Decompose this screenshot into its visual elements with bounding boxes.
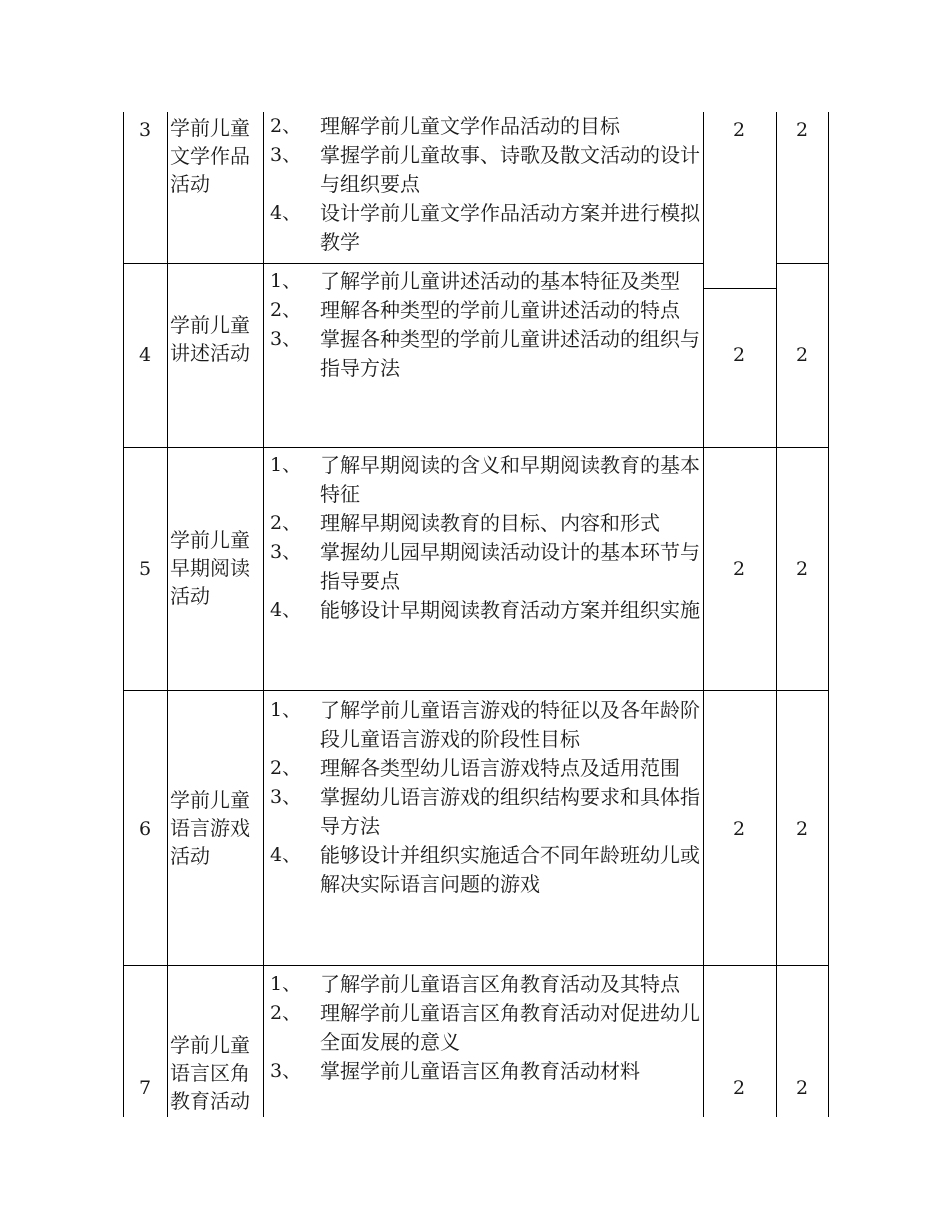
unit-name <box>170 526 264 610</box>
list-item <box>270 696 700 754</box>
objectives-list <box>270 970 700 1086</box>
objectives-list <box>270 112 700 257</box>
row-divider <box>123 447 829 448</box>
item-text: 了解早期阅读的含义和早期阅读教育的基本特征 <box>320 453 700 506</box>
item-number: 2、 <box>270 512 302 534</box>
hours-value: 2 <box>732 818 746 840</box>
list-item <box>270 596 700 625</box>
item-text: 理解学前儿童文学作品活动的目标 <box>320 114 620 138</box>
item-text: 理解学前儿童语言区角教育活动对促进幼儿全面发展的意义 <box>320 1001 700 1054</box>
item-text: 设计学前儿童文学作品活动方案并进行模拟教学 <box>320 201 700 254</box>
item-number: 4、 <box>270 202 302 224</box>
item-text: 掌握学前儿童故事、诗歌及散文活动的设计与组织要点 <box>320 143 700 196</box>
unit-name-line: 学前儿童 <box>170 313 250 337</box>
unit-name-line: 活动 <box>170 844 210 868</box>
hours-value: 2 <box>732 119 746 141</box>
hours-value: 2 <box>732 1077 746 1099</box>
hours-value: 2 <box>732 558 746 580</box>
list-item <box>270 267 700 296</box>
row-divider <box>123 690 829 691</box>
objectives-list <box>270 451 700 625</box>
list-item <box>270 199 700 257</box>
item-text: 了解学前儿童语言游戏的特征以及各年龄阶段儿童语言游戏的阶段性目标 <box>320 698 700 751</box>
unit-name-line: 学前儿童 <box>170 116 250 140</box>
list-item <box>270 783 700 841</box>
hours-value: 2 <box>795 558 809 580</box>
item-number: 2、 <box>270 757 302 779</box>
unit-name-line: 早期阅读 <box>170 556 250 580</box>
list-item <box>270 970 700 999</box>
item-number: 3、 <box>270 786 302 808</box>
list-item <box>270 841 700 899</box>
unit-name <box>170 311 264 367</box>
hours-value: 2 <box>795 1077 809 1099</box>
item-number: 1、 <box>270 699 302 721</box>
list-item <box>270 112 700 141</box>
item-number: 2、 <box>270 299 302 321</box>
item-text: 理解各类型幼儿语言游戏特点及适用范围 <box>320 756 680 780</box>
item-text: 了解学前儿童语言区角教育活动及其特点 <box>320 972 680 996</box>
list-item <box>270 509 700 538</box>
item-number: 2、 <box>270 1002 302 1024</box>
row-divider <box>703 288 777 289</box>
list-item <box>270 325 700 383</box>
item-text: 理解早期阅读教育的目标、内容和形式 <box>320 511 660 535</box>
item-number: 4、 <box>270 599 302 621</box>
hours-value: 2 <box>732 344 746 366</box>
unit-name-line: 语言游戏 <box>170 816 250 840</box>
hours-value: 2 <box>795 344 809 366</box>
unit-name-line: 活动 <box>170 172 210 196</box>
row-number: 4 <box>138 344 152 366</box>
list-item <box>270 754 700 783</box>
unit-name <box>170 114 264 198</box>
list-item <box>270 1057 700 1086</box>
item-number: 3、 <box>270 144 302 166</box>
item-text: 了解学前儿童讲述活动的基本特征及类型 <box>320 269 680 293</box>
item-number: 4、 <box>270 844 302 866</box>
row-number: 7 <box>138 1077 152 1099</box>
list-item <box>270 451 700 509</box>
unit-name <box>170 786 264 870</box>
objectives-list <box>270 267 700 383</box>
list-item <box>270 141 700 199</box>
row-divider <box>123 965 829 966</box>
objectives-list <box>270 696 700 899</box>
list-item <box>270 296 700 325</box>
list-item <box>270 538 700 596</box>
item-number: 1、 <box>270 270 302 292</box>
item-text: 掌握幼儿语言游戏的组织结构要求和具体指导方法 <box>320 785 700 838</box>
item-number: 1、 <box>270 454 302 476</box>
row-divider <box>123 263 704 264</box>
hours-value: 2 <box>795 818 809 840</box>
unit-name-line: 语言区角 <box>170 1061 250 1085</box>
unit-name-line: 活动 <box>170 584 210 608</box>
row-number: 6 <box>138 818 152 840</box>
unit-name <box>170 1031 264 1115</box>
unit-name-line: 学前儿童 <box>170 528 250 552</box>
item-text: 能够设计并组织实施适合不同年龄班幼儿或解决实际语言问题的游戏 <box>320 843 700 896</box>
unit-name-line: 讲述活动 <box>170 341 250 365</box>
item-number: 1、 <box>270 973 302 995</box>
list-item <box>270 999 700 1057</box>
unit-name-line: 教育活动 <box>170 1089 250 1113</box>
item-text: 掌握学前儿童语言区角教育活动材料 <box>320 1059 640 1083</box>
item-number: 3、 <box>270 1060 302 1082</box>
item-text: 掌握各种类型的学前儿童讲述活动的组织与指导方法 <box>320 327 700 380</box>
item-number: 2、 <box>270 115 302 137</box>
row-number: 3 <box>138 119 152 141</box>
hours-value: 2 <box>795 119 809 141</box>
unit-name-line: 学前儿童 <box>170 1033 250 1057</box>
row-divider <box>776 263 829 264</box>
item-text: 理解各种类型的学前儿童讲述活动的特点 <box>320 298 680 322</box>
item-text: 掌握幼儿园早期阅读活动设计的基本环节与指导要点 <box>320 540 700 593</box>
item-number: 3、 <box>270 541 302 563</box>
item-number: 3、 <box>270 328 302 350</box>
row-number: 5 <box>138 558 152 580</box>
item-text: 能够设计早期阅读教育活动方案并组织实施 <box>320 598 700 622</box>
unit-name-line: 文学作品 <box>170 144 250 168</box>
unit-name-line: 学前儿童 <box>170 788 250 812</box>
